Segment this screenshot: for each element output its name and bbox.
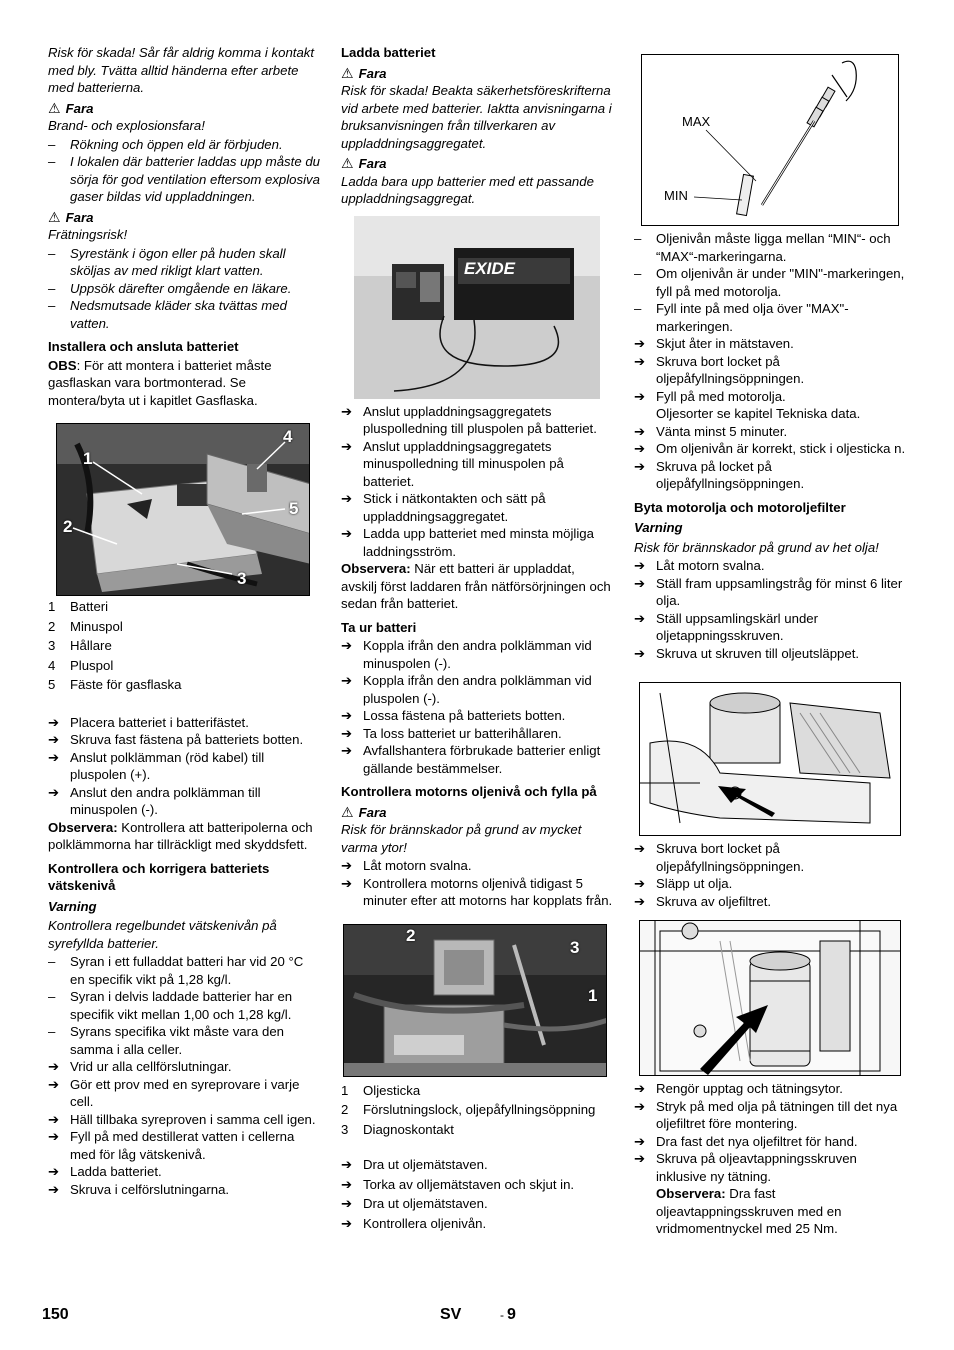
column-2 xyxy=(341,44,613,1232)
arrow-icon: ➔ xyxy=(48,1059,60,1074)
arrow-icon: ➔ xyxy=(48,1164,60,1179)
arrow-icon: ➔ xyxy=(634,893,646,909)
charger-illustration xyxy=(354,216,600,399)
caution-text: Risk för brännskador på grund av het olja! xyxy=(634,539,879,555)
arrow-icon: ➔ xyxy=(341,743,353,758)
arrow-icon: ➔ xyxy=(634,558,646,573)
arrow-icon: ➔ xyxy=(341,725,353,741)
danger-text-1: Brand- och explosionsfara! xyxy=(48,118,205,133)
caution-text: Kontrollera regelbundet vätskenivån på syrefyllda batterier. xyxy=(48,918,277,951)
legend-item: 4 Pluspol xyxy=(48,657,114,673)
arrow-icon: ➔ xyxy=(48,1076,60,1092)
section-heading: Kontrollera motorns oljenivå och fylla på xyxy=(341,784,597,799)
arrow-icon: ➔ xyxy=(634,645,646,661)
list-item: – Fyll inte på med olja över "MAX"-markeringen. xyxy=(634,301,849,334)
arrow-icon: ➔ xyxy=(634,1133,646,1149)
list-item: – Syran i delvis laddade batterier har en specifik vikt mellan 1,00 och 1,28 kg/l. xyxy=(48,989,293,1022)
callout-3: 3 xyxy=(570,937,580,957)
intro-warning-text: Risk för skada! Sår får aldrig komma i kontakt med bly. Tvätta alltid händerna efter arbete med batterierna. xyxy=(48,45,315,95)
step-item: ➔ Fyll på med motorolja. xyxy=(634,388,786,404)
list-item: – Oljenivån måste ligga mellan “MIN“- och “MAX“-markeringarna. xyxy=(634,231,891,264)
dipstick-figure xyxy=(641,54,899,226)
section-heading: Ta ur batteri xyxy=(341,619,417,635)
step-item: ➔ Koppla ifrån den andra polklämman vid pluspolen (-). xyxy=(341,673,592,706)
arrow-icon: ➔ xyxy=(634,876,646,891)
legend-item: 5 Fäste för gasflaska xyxy=(48,677,182,692)
arrow-icon: ➔ xyxy=(341,1157,353,1172)
section-heading: Byta motorolja och motoroljefilter xyxy=(634,499,846,515)
legend-item: 1 Batteri xyxy=(48,599,109,614)
step-item: ➔ Stryk på med olja på tätningen till det nya oljefiltret före montering. xyxy=(634,1098,898,1131)
danger-text-2: Frätningsrisk! xyxy=(48,227,128,242)
arrow-icon: ➔ xyxy=(48,749,60,765)
step-item: ➔ Dra ut oljemätstaven. xyxy=(341,1157,488,1172)
step-item: ➔ Låt motorn svalna. xyxy=(341,858,472,873)
callout-1: 1 xyxy=(83,449,93,468)
list-item: – Nedsmutsade kläder ska tvättas med vatten. xyxy=(48,298,287,331)
arrow-icon: ➔ xyxy=(634,575,646,591)
arrow-icon: ➔ xyxy=(634,458,646,474)
section-heading: Kontrollera och korrigera batteriets vätskenivå xyxy=(48,860,270,893)
figure-legend xyxy=(48,598,320,694)
arrow-icon: ➔ xyxy=(48,714,60,730)
warning-triangle-icon: ⚠ xyxy=(48,208,61,225)
page-footer xyxy=(0,1306,954,1328)
legend-item: 3 Diagnoskontakt xyxy=(341,1121,454,1137)
language-code: SV xyxy=(440,1306,462,1323)
caution-heading: Varning xyxy=(634,520,683,535)
obs-note: OBS: För att montera i batteriet måste gasflaskan vara bortmonterad. Se montera/byta ut i kapitlet Gasflaska. xyxy=(48,357,272,408)
arrow-icon: ➔ xyxy=(341,875,353,891)
battery-illustration xyxy=(57,424,310,596)
step-item: ➔ Om oljenivån är korrekt, stick i oljesticka n. xyxy=(634,441,906,456)
step-item: ➔ Släpp ut olja. xyxy=(634,876,733,891)
step-item: ➔ Låt motorn svalna. xyxy=(634,558,765,573)
warning-triangle-icon: ⚠ xyxy=(341,155,354,171)
step-item: ➔ Gör ett prov med en syreprovare i varje cell. xyxy=(48,1076,300,1109)
oil-filter-figure xyxy=(639,920,901,1076)
step-item: ➔ Skruva ut skruven till oljeutsläppet. xyxy=(634,645,860,661)
list-item: – I lokalen där batterier laddas upp måste du sörja för god ventilation eftersom explosiva gaser bildas vid uppladdningen. xyxy=(48,154,320,204)
min-mark-label: MIN xyxy=(664,188,688,203)
arrow-icon: ➔ xyxy=(48,784,60,800)
arrow-icon: ➔ xyxy=(634,1098,646,1114)
list-item: – Uppsök därefter omgående en läkare. xyxy=(48,280,292,296)
list-item: – Rökning och öppen eld är förbjuden. xyxy=(48,136,283,152)
step-item: ➔ Vrid ur alla cellförslutningar. xyxy=(48,1059,232,1074)
step-item: ➔ Skruva av oljefiltret. xyxy=(634,893,772,909)
arrow-icon: ➔ xyxy=(48,1181,60,1197)
warning-triangle-icon: ⚠ xyxy=(48,99,61,116)
arrow-icon: ➔ xyxy=(634,336,646,351)
step-item: ➔ Ta loss batteriet ur batterihållaren. xyxy=(341,725,562,741)
callout-1: 1 xyxy=(588,985,598,1005)
list-item: – Syrestänk i ögon eller på huden skall sköljas av med rikligt klart vatten. xyxy=(48,245,286,278)
danger-heading-2: ⚠ Fara xyxy=(341,155,387,171)
step-item: ➔ Skruva på locket på oljepåfyllningsöppningen. xyxy=(634,458,805,491)
arrow-icon: ➔ xyxy=(341,858,353,873)
step-item: ➔ Kontrollera oljenivån. xyxy=(341,1215,487,1231)
step-item: ➔ Koppla ifrån den andra polklämman vid minuspolen (-). xyxy=(341,638,592,671)
list-item: – Syrans specifika vikt måste vara den samma i alla celler. xyxy=(48,1024,285,1057)
oil-drain-figure xyxy=(639,682,901,836)
step-continuation: Oljesorter se kapitel Tekniska data. xyxy=(656,406,861,421)
step-item: ➔ Dra ut oljemätstaven. xyxy=(341,1196,488,1211)
legend-item: 2 Minuspol xyxy=(48,618,123,634)
step-item: ➔ Anslut uppladdningsaggregatets minuspolledning till minuspolen på batteriet. xyxy=(341,438,564,489)
step-item: ➔ Skjut åter in mätstaven. xyxy=(634,336,794,351)
step-item: ➔ Ställ uppsamlingskärl under oljetappningsskruven. xyxy=(634,610,818,643)
step-item: ➔ Skruva bort locket på oljepåfyllningsöppningen. xyxy=(634,841,805,874)
page-number: 150 xyxy=(42,1306,69,1323)
legend-item: 3 Hållare xyxy=(48,638,112,653)
caution-heading: Varning xyxy=(48,898,97,914)
list-item: – Om oljenivån är under "MIN"-markeringen, fyll på med motorolja. xyxy=(634,266,905,299)
danger-heading-2: ⚠ Fara xyxy=(48,208,94,225)
step-item: ➔ Skruva i celförslutningarna. xyxy=(48,1181,230,1197)
step-item: ➔ Anslut den andra polklämman till minuspolen (-). xyxy=(48,784,261,817)
arrow-icon: ➔ xyxy=(341,638,353,653)
step-item: ➔ Vänta minst 5 minuter. xyxy=(634,423,788,439)
arrow-icon: ➔ xyxy=(341,491,353,506)
danger-text-1: Risk för skada! Beakta säkerhetsföreskrifterna vid arbete med batterier. Iaktta anvisningarna i bruksanvisningen från tillverkaren av uppladdningsaggregatet. xyxy=(341,83,612,151)
engine-illustration xyxy=(344,925,607,1077)
oil-drain-illustration xyxy=(640,683,901,836)
legend-item: 1 Oljesticka xyxy=(341,1082,421,1098)
warning-triangle-icon: ⚠ xyxy=(341,803,354,820)
step-item: ➔ Skruva på oljeavtappningsskruven inklusive ny tätning. xyxy=(634,1151,857,1184)
callout-2: 2 xyxy=(406,925,416,945)
battery-photo xyxy=(56,423,310,596)
engine-photo xyxy=(343,924,607,1077)
battery-brand-logo: EXIDE xyxy=(464,258,516,278)
oil-filter-illustration xyxy=(640,921,901,1076)
arrow-icon: ➔ xyxy=(341,1176,353,1192)
step-item: ➔ Rengör upptag och tätningsytor. xyxy=(634,1081,843,1096)
arrow-icon: ➔ xyxy=(341,1215,353,1231)
column-1 xyxy=(48,44,320,1198)
arrow-icon: ➔ xyxy=(634,388,646,404)
step-item: ➔ Ladda batteriet. xyxy=(48,1164,162,1179)
step-item: ➔ Kontrollera motorns oljenivå tidigast 5 minuter efter att motorns har kopplats från. xyxy=(341,875,613,908)
step-item: ➔ Fyll på med destillerat vatten i cellerna med för låg vätskenivå. xyxy=(48,1129,295,1162)
note: Observera: Dra fast oljeavtappningsskruven med en vridmomentnyckel med 25 Nm. xyxy=(656,1186,842,1236)
arrow-icon: ➔ xyxy=(48,1111,60,1127)
callout-3: 3 xyxy=(237,569,247,588)
arrow-icon: ➔ xyxy=(48,732,60,747)
figure-legend xyxy=(341,1082,613,1139)
max-mark-label: MAX xyxy=(682,114,711,129)
step-item: ➔ Torka av olljemätstaven och skjut in. xyxy=(341,1176,575,1192)
step-item: ➔ Dra fast det nya oljefiltret för hand. xyxy=(634,1133,858,1149)
danger-text-2: Ladda bara upp batterier med ett passande uppladdningsaggregat. xyxy=(341,173,594,206)
arrow-icon: ➔ xyxy=(634,353,646,369)
callout-2: 2 xyxy=(63,517,73,536)
note: Observera: När ett batteri är uppladdat, avskilj först laddaren från nätförsörjningen och sedan från batteriet. xyxy=(341,561,611,611)
arrow-icon: ➔ xyxy=(634,441,646,456)
callout-4: 4 xyxy=(283,427,293,446)
legend-item: 2 Förslutningslock, oljepåfyllningsöppning xyxy=(341,1102,596,1117)
arrow-icon: ➔ xyxy=(341,526,353,541)
step-item: ➔ Anslut polklämman (röd kabel) till pluspolen (+). xyxy=(48,749,265,782)
danger-heading-1: ⚠ Fara xyxy=(341,64,387,81)
arrow-icon: ➔ xyxy=(341,673,353,688)
step-item: ➔ Ställ fram uppsamlingstråg för minst 6 liter olja. xyxy=(634,575,903,608)
list-item: – Syran i ett fulladdat batteri har vid 20 °C en specifik vikt på 1,28 kg/l. xyxy=(48,954,304,987)
step-item: ➔ Skruva fast fästena på batteriets botten. xyxy=(48,732,304,747)
danger-heading-1: ⚠ Fara xyxy=(48,99,94,116)
arrow-icon: ➔ xyxy=(634,423,646,439)
danger-text-3: Risk för brännskador på grund av mycket varma ytor! xyxy=(341,822,582,855)
column-3 xyxy=(634,44,906,1238)
callout-5: 5 xyxy=(289,499,299,518)
step-item: ➔ Stick i nätkontakten och sätt på uppladdningsaggregatet. xyxy=(341,491,546,524)
arrow-icon: ➔ xyxy=(48,1129,60,1144)
step-item: ➔ Ladda upp batteriet med minsta möjliga laddningsström. xyxy=(341,526,594,559)
section-number: - 9 xyxy=(500,1306,516,1323)
charger-photo xyxy=(354,216,600,399)
warning-triangle-icon: ⚠ xyxy=(341,64,354,81)
arrow-icon: ➔ xyxy=(341,1196,353,1211)
step-item: ➔ Avfallshantera förbrukade batterier enligt gällande bestämmelser. xyxy=(341,743,601,776)
step-item: ➔ Anslut uppladdningsaggregatets pluspolledning till pluspolen på batteriet. xyxy=(341,403,597,436)
step-item: ➔ Häll tillbaka syreproven i samma cell igen. xyxy=(48,1111,316,1127)
arrow-icon: ➔ xyxy=(634,1081,646,1096)
step-item: ➔ Lossa fästena på batteriets botten. xyxy=(341,708,566,723)
section-heading: Installera och ansluta batteriet xyxy=(48,339,239,354)
arrow-icon: ➔ xyxy=(341,708,353,723)
section-heading: Ladda batteriet xyxy=(341,45,436,60)
arrow-icon: ➔ xyxy=(634,1151,646,1166)
arrow-icon: ➔ xyxy=(634,841,646,856)
note: Observera: Kontrollera att batteripolerna och polklämmorna har tillräckligt med skyddsfett. xyxy=(48,819,313,852)
arrow-icon: ➔ xyxy=(341,403,353,419)
danger-heading-3: ⚠ Fara xyxy=(341,803,387,820)
step-item: ➔ Skruva bort locket på oljepåfyllningsöppningen. xyxy=(634,353,805,386)
step-item: ➔ Placera batteriet i batterifästet. xyxy=(48,714,249,730)
arrow-icon: ➔ xyxy=(341,438,353,454)
arrow-icon: ➔ xyxy=(634,610,646,626)
